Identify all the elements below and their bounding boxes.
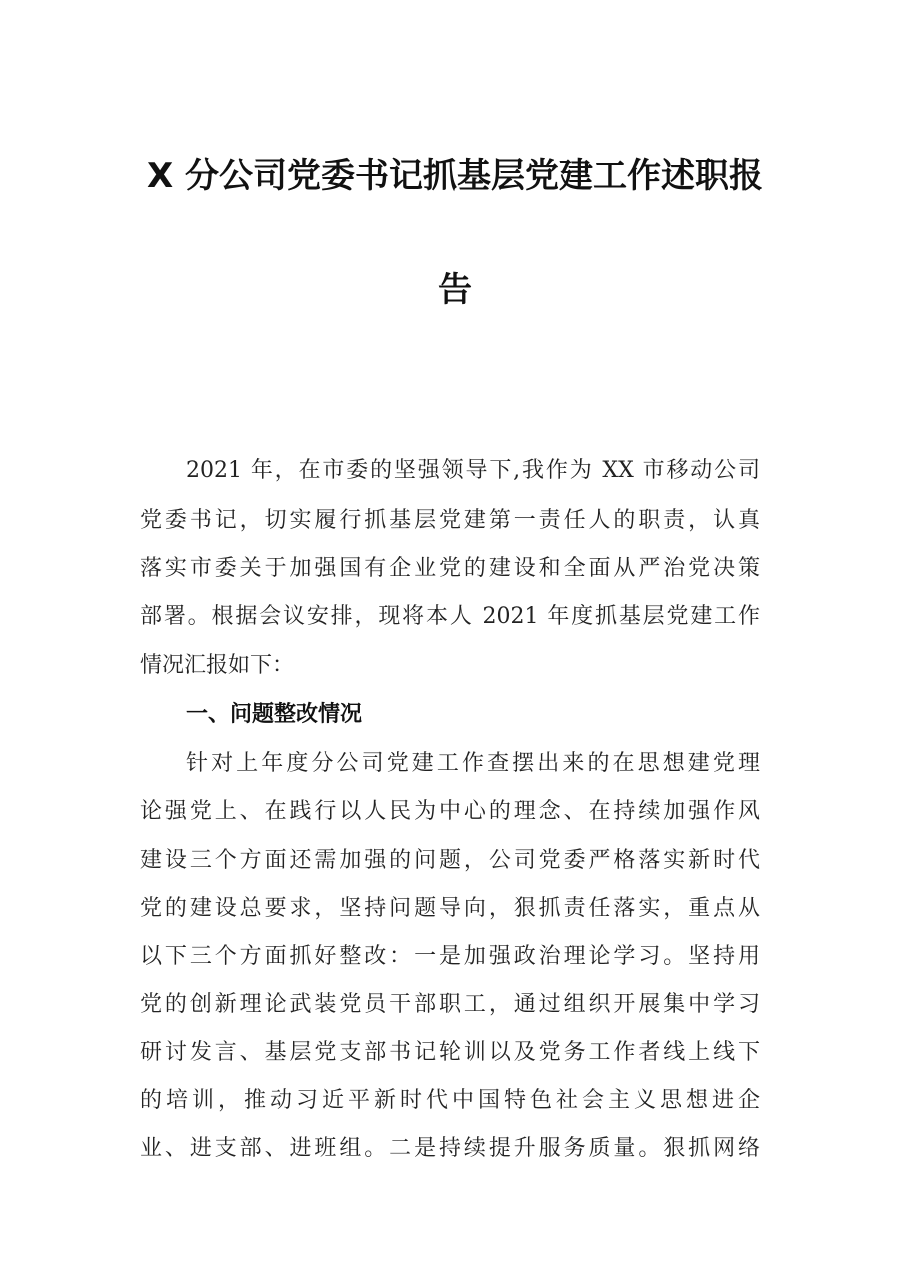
paragraph-line: 针对上年度分公司党建工作查摆出来的在思想建党理 bbox=[186, 751, 760, 776]
paragraph-line: 2021 年，在市委的坚强领导下,我作为 XX 市移动公司 bbox=[186, 458, 760, 483]
paragraph-line: 部署。根据会议安排，现将本人 2021 年度抓基层党建工作 bbox=[140, 604, 760, 629]
paragraph-line: 论强党上、在践行以人民为中心的理念、在持续加强作风 bbox=[140, 799, 760, 824]
paragraph-line: 的培训，推动习近平新时代中国特色社会主义思想进企 bbox=[140, 1088, 760, 1113]
paragraph-line: 情况汇报如下： bbox=[140, 653, 295, 678]
document-title-line-1: X 分公司党委书记抓基层党建工作述职报 bbox=[146, 156, 764, 196]
paragraph-line: 建设三个方面还需加强的问题，公司党委严格落实新时代 bbox=[140, 848, 760, 873]
document-title-line-2: 告 bbox=[438, 270, 472, 310]
paragraph-line: 业、进支部、进班组。二是持续提升服务质量。狠抓网络 bbox=[140, 1136, 760, 1161]
paragraph-line: 落实市委关于加强国有企业党的建设和全面从严治党决策 bbox=[140, 556, 760, 581]
paragraph-line: 以下三个方面抓好整改：一是加强政治理论学习。坚持用 bbox=[140, 944, 760, 969]
paragraph-line: 党委书记，切实履行抓基层党建第一责任人的职责，认真 bbox=[140, 508, 760, 533]
paragraph-line: 党的创新理论武装党员干部职工，通过组织开展集中学习 bbox=[140, 992, 760, 1017]
paragraph-line: 研讨发言、基层党支部书记轮训以及党务工作者线上线下 bbox=[140, 1040, 760, 1065]
section-heading: 一、问题整改情况 bbox=[186, 702, 363, 727]
paragraph-line: 党的建设总要求，坚持问题导向，狠抓责任落实，重点从 bbox=[140, 896, 760, 921]
